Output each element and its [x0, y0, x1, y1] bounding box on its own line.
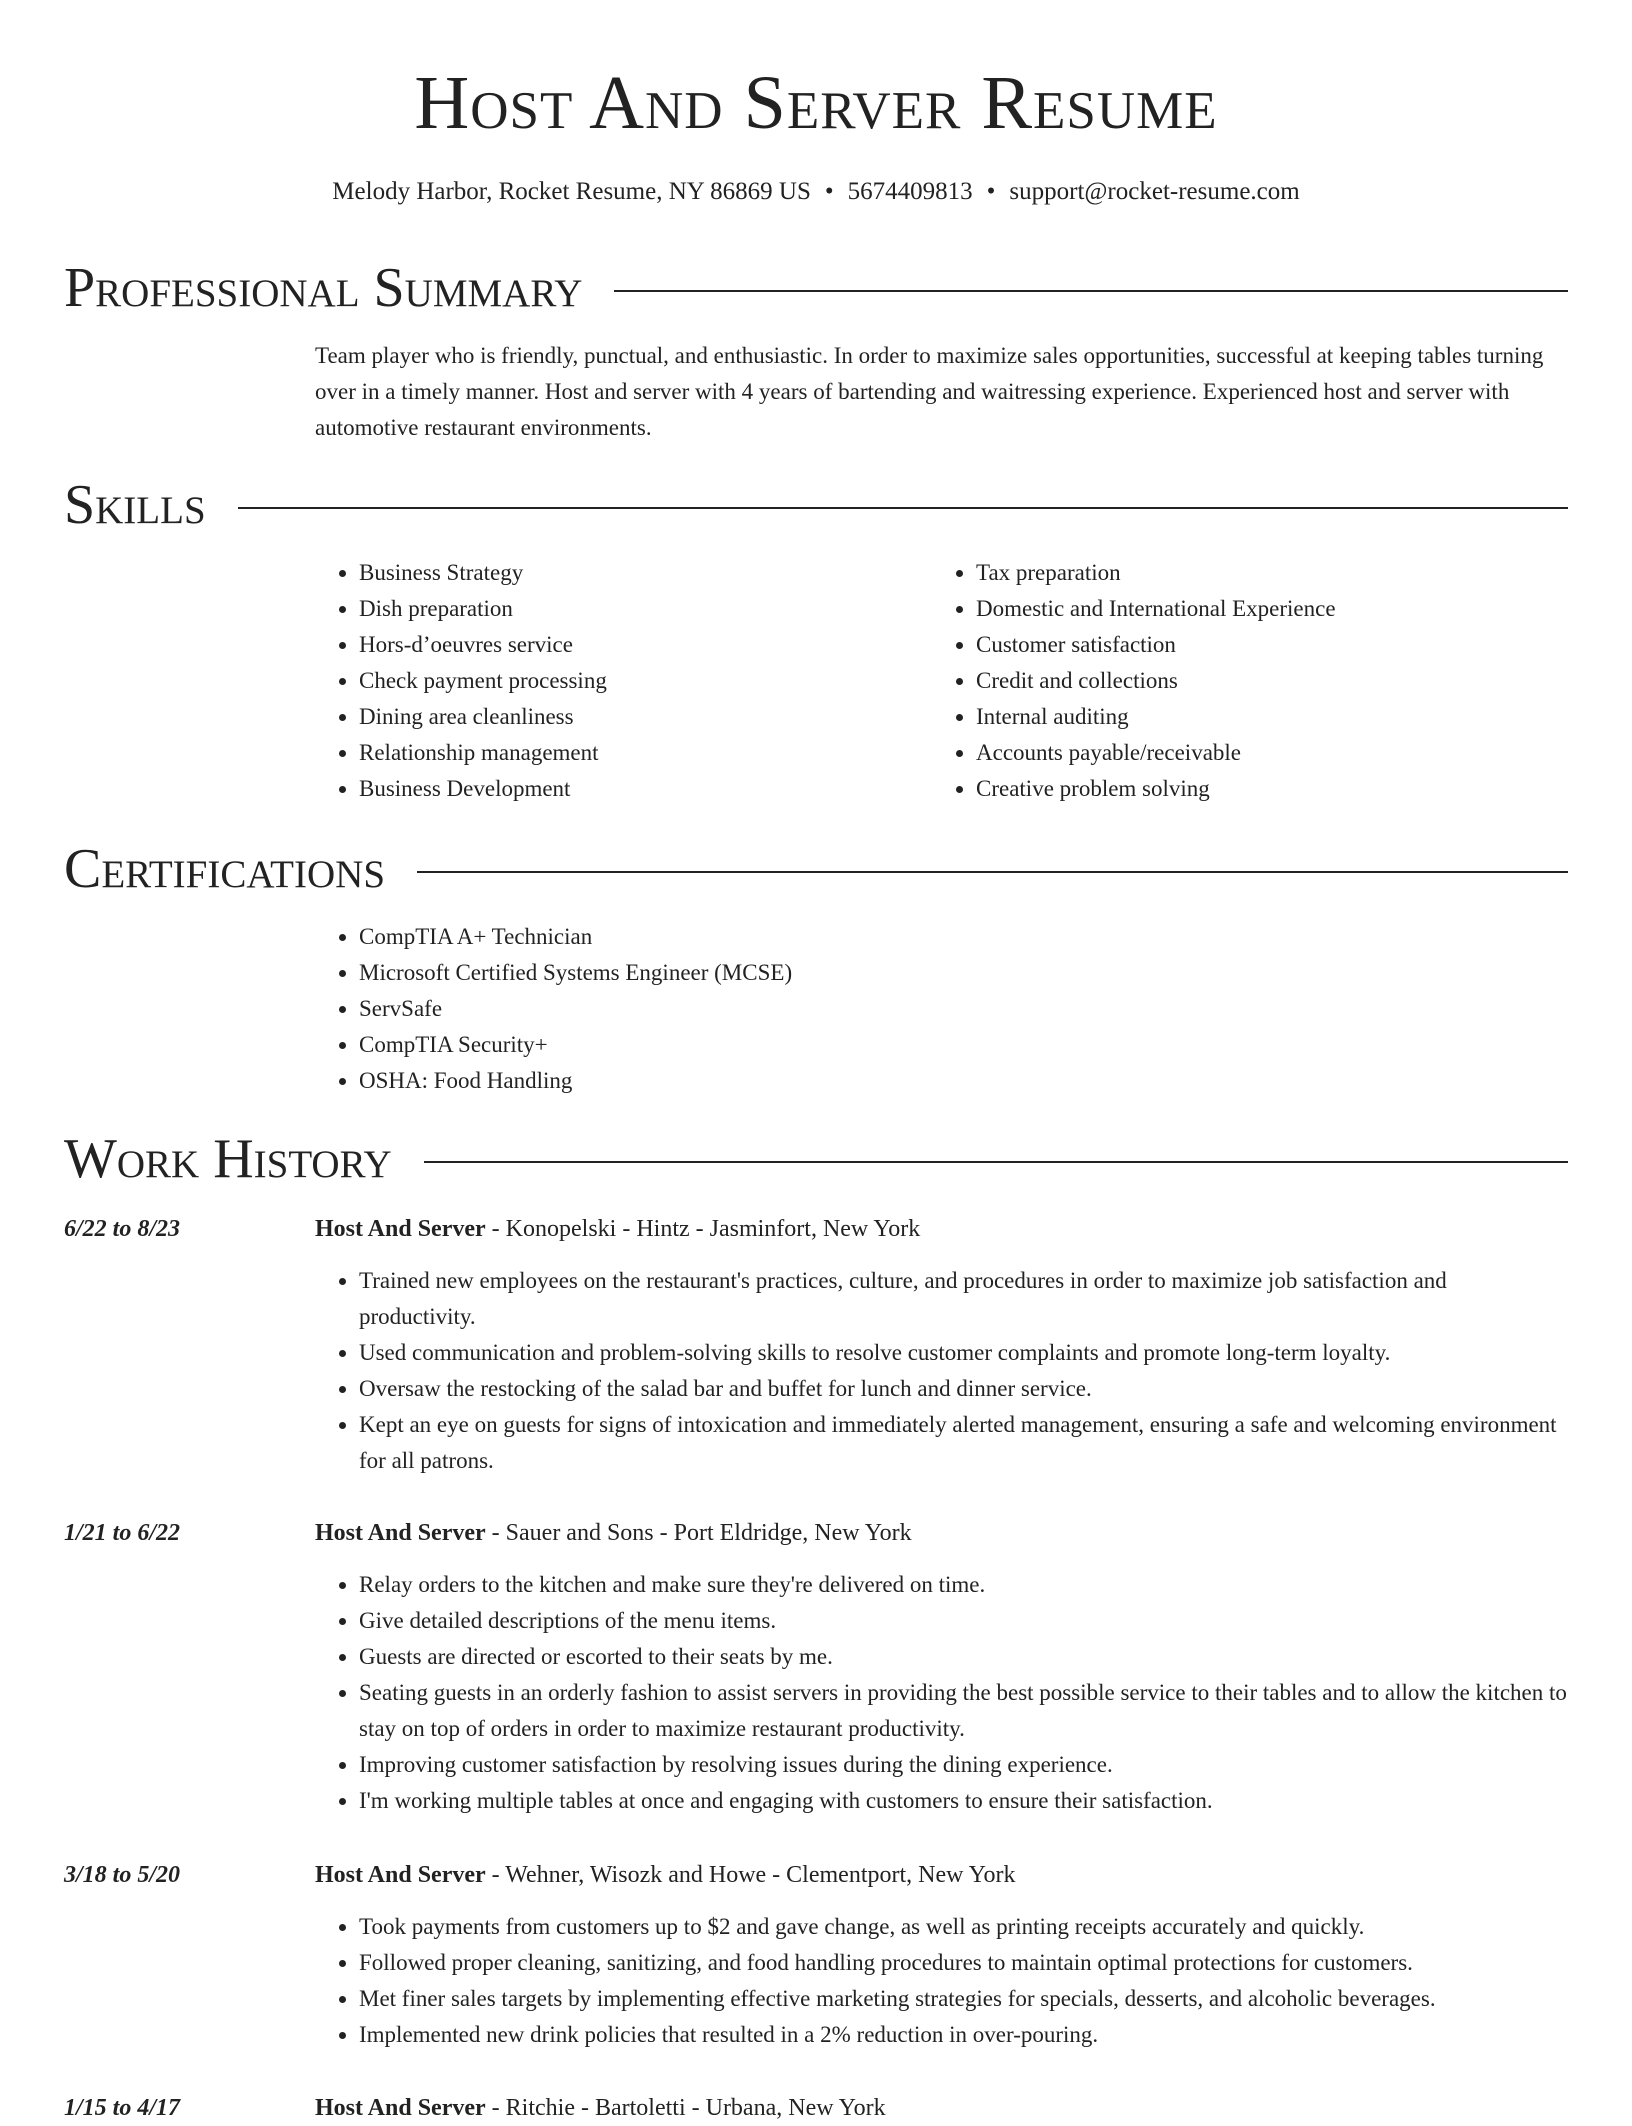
skill-item: • Relationship management	[359, 735, 915, 771]
section-divider	[417, 871, 1568, 873]
job-dates: 6/22 to 8/23	[64, 1216, 181, 1242]
job-duties-list	[315, 1263, 1568, 1479]
duty-item: • Used communication and problem-solving skills to resolve customer complaints and promote long-term loyalty.	[359, 1335, 1568, 1371]
skills-list-left	[315, 555, 915, 807]
section-divider	[614, 290, 1568, 292]
certification-item: • ServSafe	[359, 991, 1568, 1027]
contact-email: support@rocket-resume.com	[1009, 178, 1300, 205]
duty-item: • Implemented new drink policies that resulted in a 2% reduction in over-pouring.	[359, 2017, 1568, 2053]
job-dates: 1/15 to 4/17	[64, 2095, 181, 2121]
skill-item: • Tax preparation	[976, 555, 1532, 591]
skill-item: • Business Strategy	[359, 555, 915, 591]
skills-column-left	[315, 555, 915, 807]
job-dates: 3/18 to 5/20	[64, 1862, 181, 1888]
section-divider	[424, 1161, 1568, 1163]
skill-item: • Internal auditing	[976, 699, 1532, 735]
job-title-line	[315, 1515, 912, 1551]
skills-section-title: Skills	[64, 474, 206, 536]
job-employer: - Konopelski - Hintz - Jasminfort, New York	[485, 1216, 921, 1242]
skill-item: • Dining area cleanliness	[359, 699, 915, 735]
job-employer: - Sauer and Sons - Port Eldridge, New York	[485, 1520, 912, 1546]
duty-item: • Improving customer satisfaction by resolving issues during the dining experience.	[359, 1747, 1568, 1783]
duty-item: • Seating guests in an orderly fashion to assist servers in providing the best possible service to their tables and to allow the kitchen to stay on top of orders in order to maximize restaurant productivity.	[359, 1675, 1568, 1747]
contact-address: Melody Harbor, Rocket Resume, NY 86869 US	[332, 178, 811, 205]
job-employer: - Ritchie - Bartoletti - Urbana, New York	[485, 2095, 886, 2121]
job-title-line	[315, 1211, 920, 1247]
job-title-line	[315, 1857, 1016, 1893]
summary-body	[315, 338, 1568, 446]
duty-item: • Followed proper cleaning, sanitizing, and food handling procedures to maintain optimal protections for customers.	[359, 1945, 1568, 1981]
skill-item: • Credit and collections	[976, 663, 1532, 699]
page-title: Host And Server Resume	[414, 61, 1218, 145]
contact-separator: •	[824, 178, 834, 205]
skills-list-right	[932, 555, 1532, 807]
certifications-section-header	[64, 834, 1568, 904]
skill-item: • Accounts payable/receivable	[976, 735, 1532, 771]
job-duties	[315, 1909, 1568, 2053]
job-title-line	[315, 2090, 886, 2126]
certifications-body	[315, 919, 1568, 1099]
section-divider	[238, 507, 1568, 509]
job-dates: 1/21 to 6/22	[64, 1520, 181, 1546]
summary-text: Team player who is friendly, punctual, and enthusiastic. In order to maximize sales opportunities, successful at keeping tables turning over in a timely manner. Host and server with 4 years of bartending and waitressing experience. Experienced host and server with automotive restaurant environments.	[315, 343, 1544, 440]
job-duties-list	[315, 1567, 1568, 1819]
summary-section-header	[64, 253, 1568, 323]
duty-item: • Give detailed descriptions of the menu items.	[359, 1603, 1568, 1639]
job-role: Host And Server	[315, 1862, 486, 1888]
job-duties	[315, 1567, 1568, 1819]
certification-item: • CompTIA A+ Technician	[359, 919, 1568, 955]
certification-item: • OSHA: Food Handling	[359, 1063, 1568, 1099]
contact-line	[64, 172, 1568, 212]
job-role: Host And Server	[315, 1520, 486, 1546]
duty-item: • Kept an eye on guests for signs of intoxication and immediately alerted management, ensuring a safe and welcoming environment for all patrons.	[359, 1407, 1568, 1479]
job-role: Host And Server	[315, 2095, 486, 2121]
certification-item: • Microsoft Certified Systems Engineer (MCSE)	[359, 955, 1568, 991]
duty-item: • Trained new employees on the restaurant's practices, culture, and procedures in order to maximize job satisfaction and productivity.	[359, 1263, 1568, 1335]
skill-item: • Customer satisfaction	[976, 627, 1532, 663]
duty-item: • Guests are directed or escorted to their seats by me.	[359, 1639, 1568, 1675]
duty-item: • Oversaw the restocking of the salad bar and buffet for lunch and dinner service.	[359, 1371, 1568, 1407]
work-section-header	[64, 1124, 1568, 1194]
certifications-section-title: Certifications	[64, 838, 386, 900]
contact-phone: 5674409813	[847, 178, 973, 205]
certifications-list	[315, 919, 1568, 1099]
summary-section-title: Professional Summary	[64, 257, 583, 319]
skill-item: • Business Development	[359, 771, 915, 807]
skills-column-right	[932, 555, 1532, 807]
job-employer: - Wehner, Wisozk and Howe - Clementport, New York	[485, 1862, 1016, 1888]
work-section-title: Work History	[64, 1128, 392, 1190]
certification-item: • CompTIA Security+	[359, 1027, 1568, 1063]
contact-separator: •	[986, 178, 996, 205]
skill-item: • Hors-d’oeuvres service	[359, 627, 915, 663]
duty-item: • Relay orders to the kitchen and make sure they're delivered on time.	[359, 1567, 1568, 1603]
skill-item: • Domestic and International Experience	[976, 591, 1532, 627]
skills-section-header	[64, 470, 1568, 540]
job-duties-list	[315, 1909, 1568, 2053]
skill-item: • Check payment processing	[359, 663, 915, 699]
skill-item: • Dish preparation	[359, 591, 915, 627]
duty-item: • Met finer sales targets by implementing effective marketing strategies for specials, desserts, and alcoholic beverages.	[359, 1981, 1568, 2017]
duty-item: • I'm working multiple tables at once and engaging with customers to ensure their satisfaction.	[359, 1783, 1568, 1819]
skill-item: • Creative problem solving	[976, 771, 1532, 807]
job-role: Host And Server	[315, 1216, 486, 1242]
job-duties	[315, 1263, 1568, 1479]
duty-item: • Took payments from customers up to $2 and gave change, as well as printing receipts accurately and quickly.	[359, 1909, 1568, 1945]
